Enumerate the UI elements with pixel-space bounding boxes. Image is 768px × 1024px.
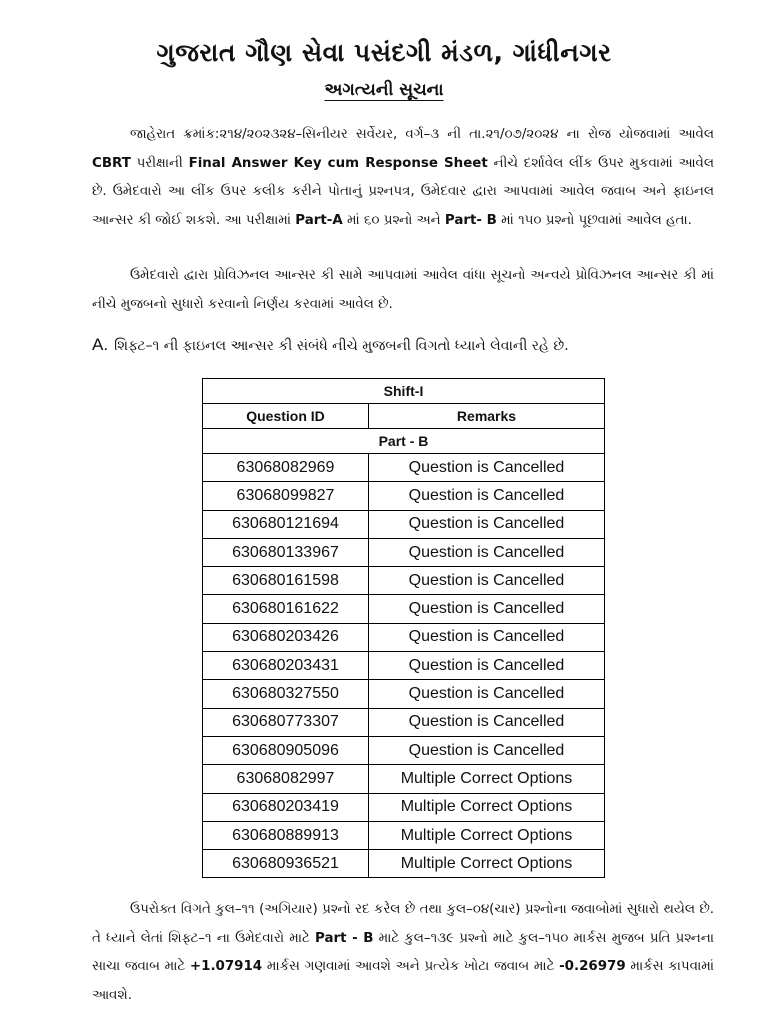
question-id-cell: 630680203426	[203, 623, 369, 651]
table-row	[203, 623, 605, 651]
remark-cell: Question is Cancelled	[369, 708, 605, 736]
question-id-cell: 63068099827	[203, 482, 369, 510]
intro-bold-part-a: Part-A	[295, 212, 343, 228]
part-header: Part - B	[203, 429, 605, 454]
table-row	[203, 793, 605, 821]
table-row	[203, 652, 605, 680]
intro-text-4: માં ૬૦ પ્રશ્નો અને	[342, 212, 445, 228]
summary-bold-minus-marks: -0.26979	[559, 959, 626, 974]
table-row	[203, 482, 605, 510]
remark-cell: Question is Cancelled	[369, 680, 605, 708]
remark-cell: Multiple Correct Options	[369, 850, 605, 878]
table-row	[203, 454, 605, 482]
intro-paragraph	[92, 121, 714, 235]
summary-bold-plus-marks: +1.07914	[189, 959, 263, 974]
remarks-header: Remarks	[369, 404, 605, 429]
remark-cell: Question is Cancelled	[369, 510, 605, 538]
summary-text-3: માર્કસ ગણવામાં આવશે અને પ્રત્યેક ખોટા જવાબ માટે	[262, 959, 560, 974]
remark-cell: Question is Cancelled	[369, 454, 605, 482]
table-row	[203, 538, 605, 566]
point-a-label: A.	[92, 335, 109, 354]
intro-bold-part-b: Part- B	[444, 212, 497, 228]
question-id-cell: 630680203431	[203, 652, 369, 680]
question-id-cell: 63068082969	[203, 454, 369, 482]
table-row	[203, 567, 605, 595]
decision-text: ઉમેદવારો દ્વારા પ્રોવિઝનલ આન્સર કી સામે આપવામાં આવેલ વાંધા સૂચનો અન્વયે પ્રોવિઝનલ આન્સર કી માં નીચે મુજબનો સુધારો કરવાનો નિર્ણય કરવામાં આવેલ છે.	[92, 268, 714, 312]
remarks-table-body	[203, 454, 605, 878]
intro-text-2: પરીક્ષાની	[130, 155, 189, 171]
notice-subtitle	[0, 80, 768, 100]
remark-cell: Question is Cancelled	[369, 595, 605, 623]
table-row	[203, 510, 605, 538]
remarks-table	[202, 378, 605, 878]
table-row	[203, 708, 605, 736]
remark-cell: Question is Cancelled	[369, 623, 605, 651]
summary-paragraph	[92, 896, 714, 1010]
question-id-header: Question ID	[203, 404, 369, 429]
intro-text-3: નીચે દર્શાવેલ લીંક ઉપર મુકવામાં આવેલ છે. ઉમેદવારો આ લીંક ઉપર કલીક કરીને પોતાનું પ્રશ્નપત્ર, ઉમેદવાર દ્વારા આપવામાં આવેલ જવાબ અને ફાઇનલ આન્સર કી જોઈ શકશે. આ પરીક્ષામાં	[92, 155, 715, 228]
remark-cell: Question is Cancelled	[369, 652, 605, 680]
table-row	[203, 595, 605, 623]
question-id-cell: 63068082997	[203, 765, 369, 793]
summary-text-2: માટે કુલ–૧૩૯ પ્રશ્નો માટે કુલ–૧૫૦ માર્કસ મુજબ પ્રતિ પ્રશ્નના સાચા જવાબ માટે	[92, 930, 714, 974]
question-id-cell: 630680161598	[203, 567, 369, 595]
subtitle-text: અગત્યની સૂચના	[324, 80, 444, 100]
question-id-cell: 630680327550	[203, 680, 369, 708]
summary-text-1: ઉપરોક્ત વિગતે કુલ–૧૧ (અગિયાર) પ્રશ્નો રદ કરેલ છે તથા કુલ–૦૪(ચાર) પ્રશ્નોના જવાબોમાં સુધારો થયેલ છે. તે ધ્યાને લેતાં શિફ્ટ–૧ ના ઉમેદવારો માટે	[92, 902, 714, 946]
remark-cell: Question is Cancelled	[369, 538, 605, 566]
table-row	[203, 821, 605, 849]
question-id-cell: 630680936521	[203, 850, 369, 878]
question-id-cell: 630680889913	[203, 821, 369, 849]
question-id-cell: 630680905096	[203, 736, 369, 764]
intro-text-1: જાહેરાત ક્રમાંક:૨૧૪/૨૦૨૩૨૪–સિનીયર સર્વેયર, વર્ગ–૩ ની તા.૨૧/૦૭/૨૦૨૪ ના રોજ યોજવામાં આવેલ	[130, 127, 714, 142]
table-row	[203, 765, 605, 793]
remark-cell: Multiple Correct Options	[369, 793, 605, 821]
remark-cell: Question is Cancelled	[369, 736, 605, 764]
question-id-cell: 630680133967	[203, 538, 369, 566]
remark-cell: Question is Cancelled	[369, 482, 605, 510]
question-id-cell: 630680203419	[203, 793, 369, 821]
table-row	[203, 850, 605, 878]
intro-text-5: માં ૧૫૦ પ્રશ્નો પૂછવામાં આવેલ હતા.	[496, 212, 692, 228]
summary-text-4: માર્કસ કાપવામાં આવશે.	[92, 959, 714, 1003]
decision-paragraph	[92, 262, 714, 319]
page-title: ગુજરાત ગૌણ સેવા પસંદગી મંડળ, ગાંધીનગર	[156, 38, 612, 67]
remark-cell: Multiple Correct Options	[369, 765, 605, 793]
table-row	[203, 680, 605, 708]
question-id-cell: 630680773307	[203, 708, 369, 736]
remark-cell: Multiple Correct Options	[369, 821, 605, 849]
point-a-text: શિફ્ટ–૧ ની ફાઇનલ આન્સર કી સંબંધે નીચે મુજબની વિગતો ધ્યાને લેવાની રહે છે.	[114, 338, 569, 354]
intro-bold-answer-key: Final Answer Key cum Response Sheet	[188, 155, 488, 171]
intro-bold-cbrt: CBRT	[92, 155, 131, 171]
question-id-cell: 630680161622	[203, 595, 369, 623]
shift-header: Shift-I	[203, 379, 605, 404]
table-row	[203, 736, 605, 764]
point-a	[92, 332, 569, 359]
summary-bold-part-b: Part - B	[315, 930, 374, 946]
question-id-cell: 630680121694	[203, 510, 369, 538]
remark-cell: Question is Cancelled	[369, 567, 605, 595]
